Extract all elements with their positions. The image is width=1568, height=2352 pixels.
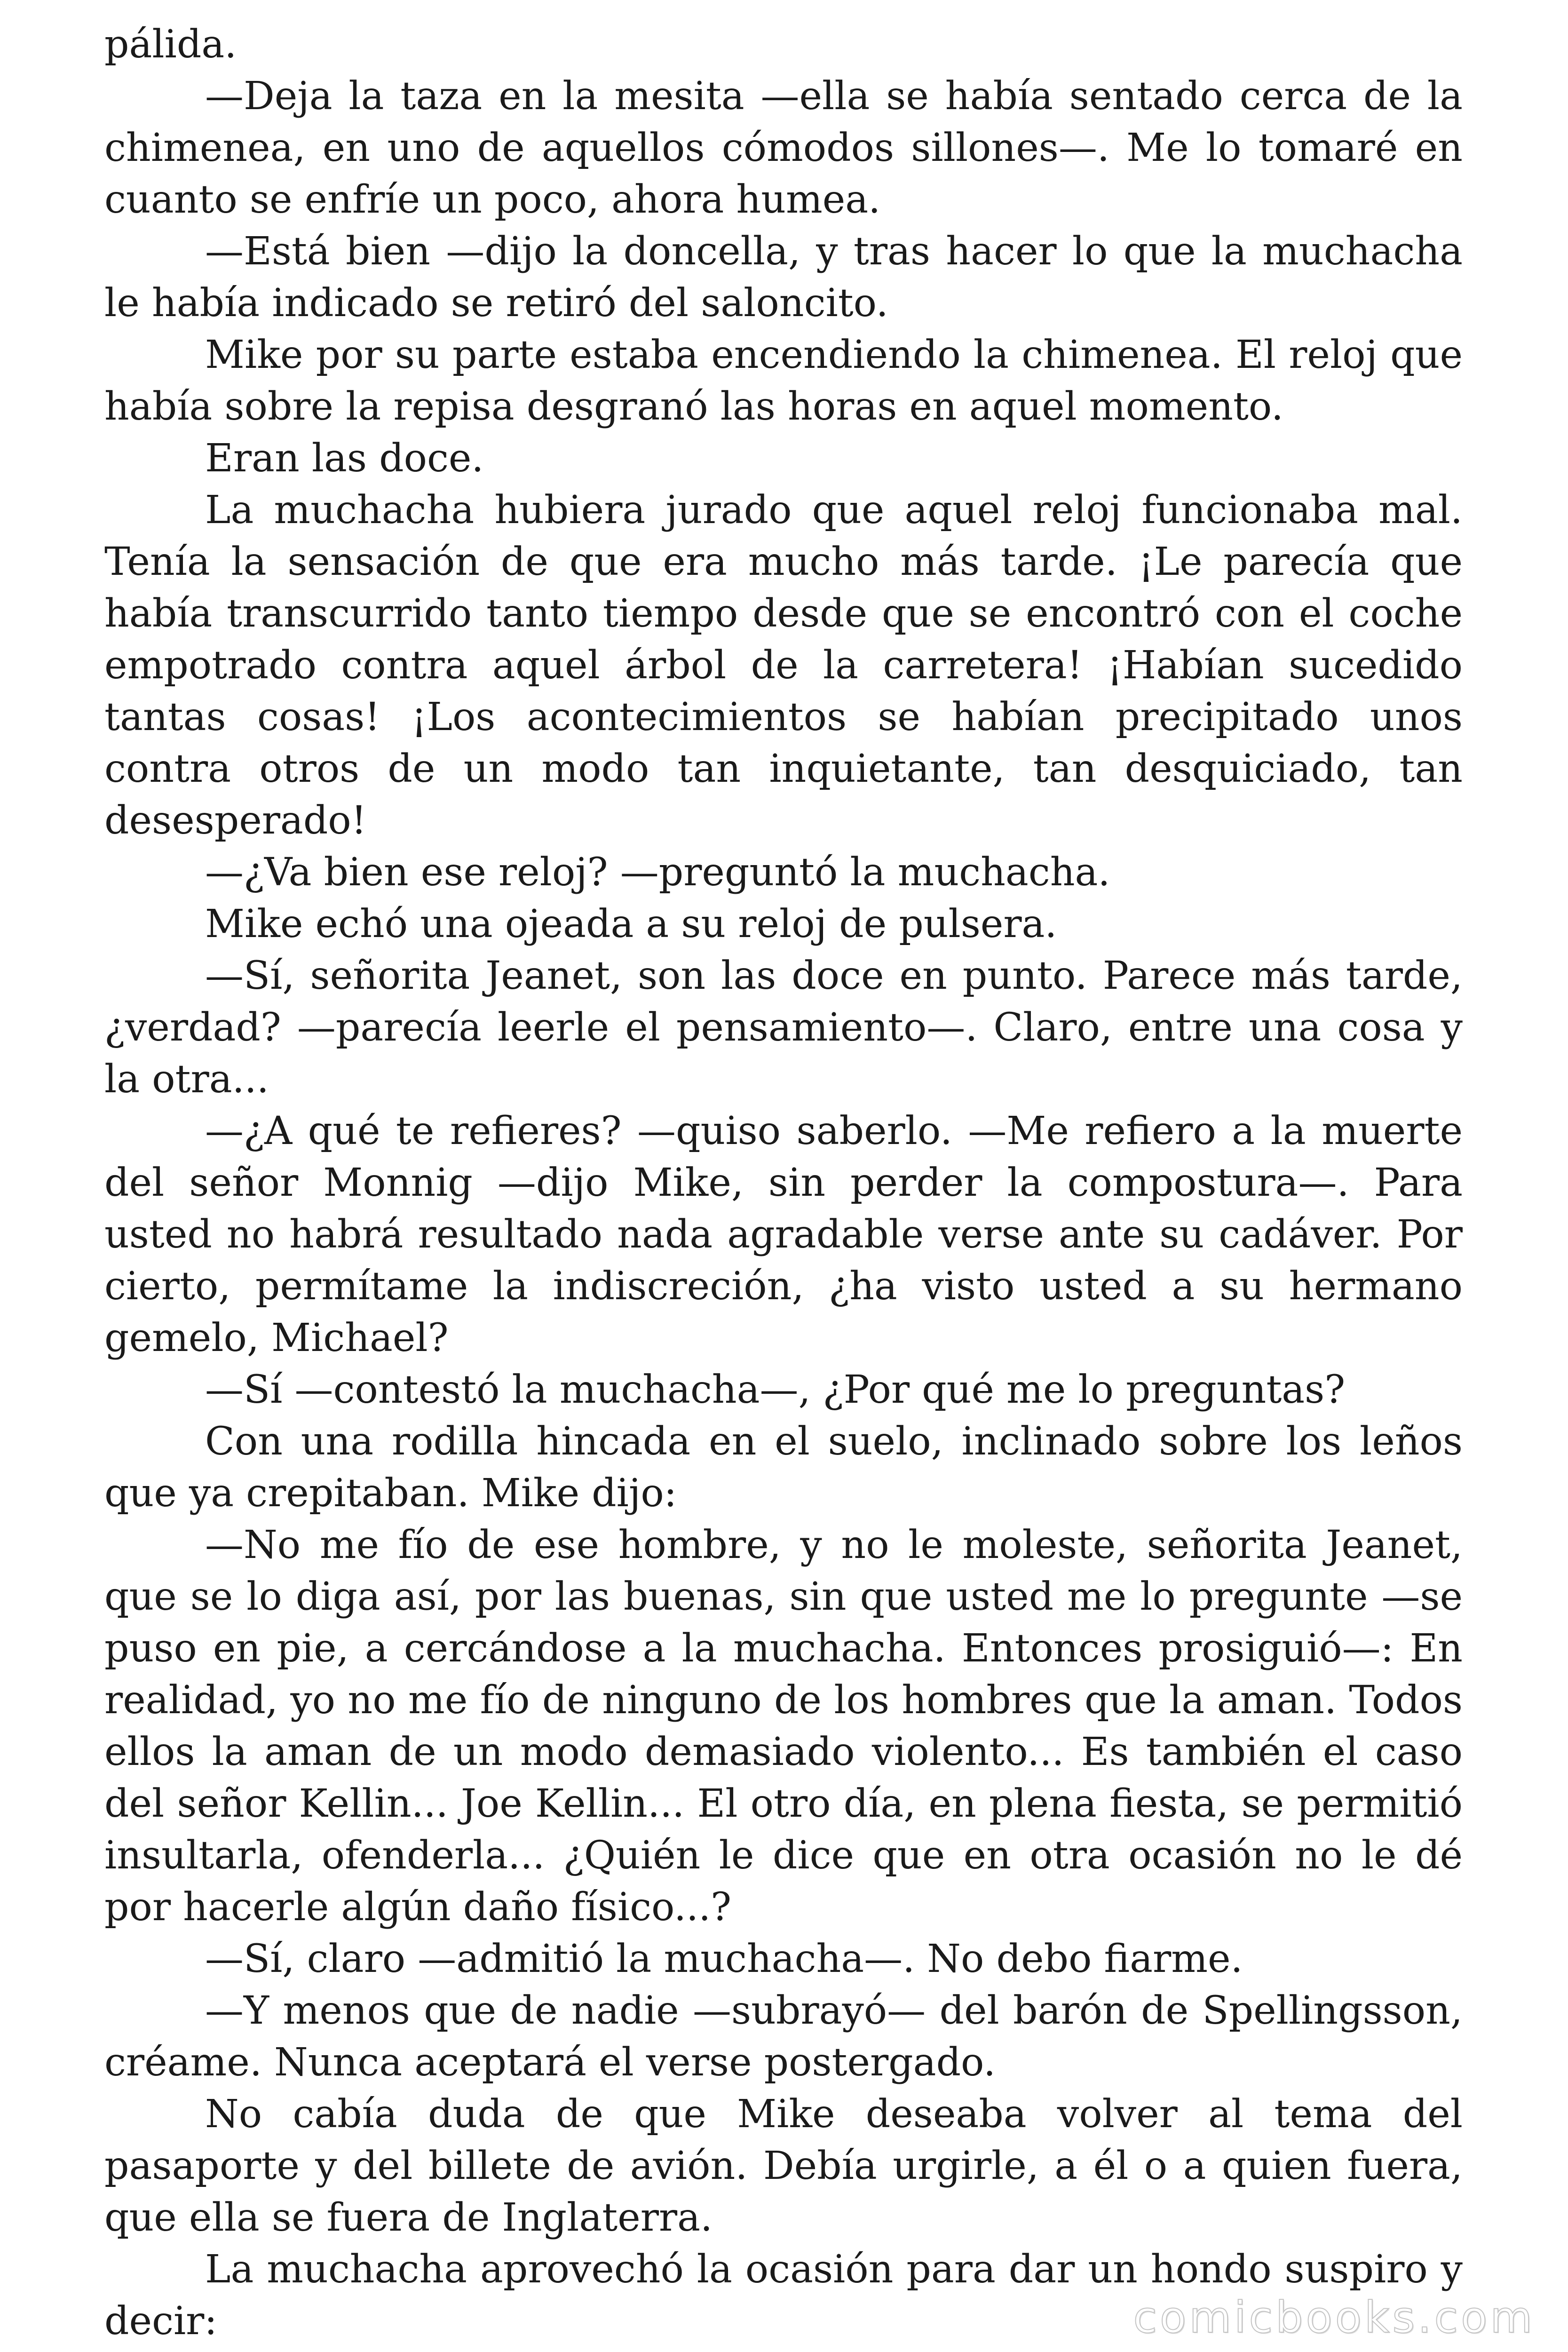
paragraph: —Deja la taza en la mesita —ella se había sentado cerca de la chimenea, en uno de aquellos cómodos sillones—. Me lo tomaré en cuanto se enfríe un poco, ahora humea. (104, 74, 1463, 222)
paragraph: Mike por su parte estaba encendiendo la chimenea. El reloj que había sobre la repisa desgranó las horas en aquel momento. (104, 333, 1463, 429)
paragraph: —Sí, señorita Jeanet, son las doce en punto. Parece más tarde, ¿verdad? —parecía leerle el pensamiento—. Claro, entre una cosa y la otra... (104, 954, 1463, 1102)
paragraph: No cabía duda de que Mike deseaba volver al tema del pasaporte y del billete de avión. Debía urgirle, a él o a quien fuera, que ella se fuera de Inglaterra. (104, 2092, 1463, 2240)
paragraph: Mike echó una ojeada a su reloj de pulsera. (205, 902, 1057, 946)
paragraph: Eran las doce. (205, 436, 484, 481)
paragraph: La muchacha aprovechó la ocasión para dar un hondo suspiro y decir: (104, 2247, 1463, 2344)
paragraph: —Sí, claro —admitió la muchacha—. No debo fiarme. (205, 1937, 1243, 1981)
paragraph: —¿Va bien ese reloj? —preguntó la muchacha. (205, 850, 1110, 895)
paragraph: —¿A qué te refieres? —quiso saberlo. —Me refiero a la muerte del señor Monnig —dijo Mike, sin perder la compostura—. Para usted no habrá resultado nada agradable verse ante su cadáver. Por cierto, permítame la indiscreción, ¿ha visto usted a su hermano gemelo, Michael? (104, 1109, 1463, 1360)
page-text (104, 19, 1463, 2347)
paragraph: —Está bien —dijo la doncella, y tras hacer lo que la muchacha le había indicado se retiró del saloncito. (104, 229, 1463, 326)
paragraph: —Sí —contestó la muchacha—, ¿Por qué me lo preguntas? (205, 1367, 1346, 1412)
watermark: comicbooks.com (1133, 2292, 1535, 2343)
paragraph: —Y menos que de nadie —subrayó— del barón de Spellingsson, créame. Nunca aceptará el verse postergado. (104, 1988, 1463, 2085)
paragraph: Con una rodilla hincada en el suelo, inclinado sobre los leños que ya crepitaban. Mike dijo: (104, 1419, 1463, 1516)
paragraph: —No me fío de ese hombre, y no le moleste, señorita Jeanet, que se lo diga así, por las buenas, sin que usted me lo pregunte —se puso en pie, a cercándose a la muchacha. Entonces prosiguió—: En realidad, yo no me fío de ninguno de los hombres que la aman. Todos ellos la aman de un modo demasiado violento... Es también el caso del señor Kellin... Joe Kellin... El otro día, en plena fiesta, se permitió insultarla, ofenderla... ¿Quién le dice que en otra ocasión no le dé por hacerle algún daño físico...? (104, 1523, 1463, 1930)
paragraph: La muchacha hubiera jurado que aquel reloj funcionaba mal. Tenía la sensación de que era mucho más tarde. ¡Le parecía que había transcurrido tanto tiempo desde que se encontró con el coche empotrado contra aquel árbol de la carretera! ¡Habían sucedido tantas cosas! ¡Los acontecimientos se habían precipitado unos contra otros de un modo tan inquietante, tan desquiciado, tan desesperado! (104, 488, 1463, 843)
paragraph: pálida. (104, 22, 237, 67)
